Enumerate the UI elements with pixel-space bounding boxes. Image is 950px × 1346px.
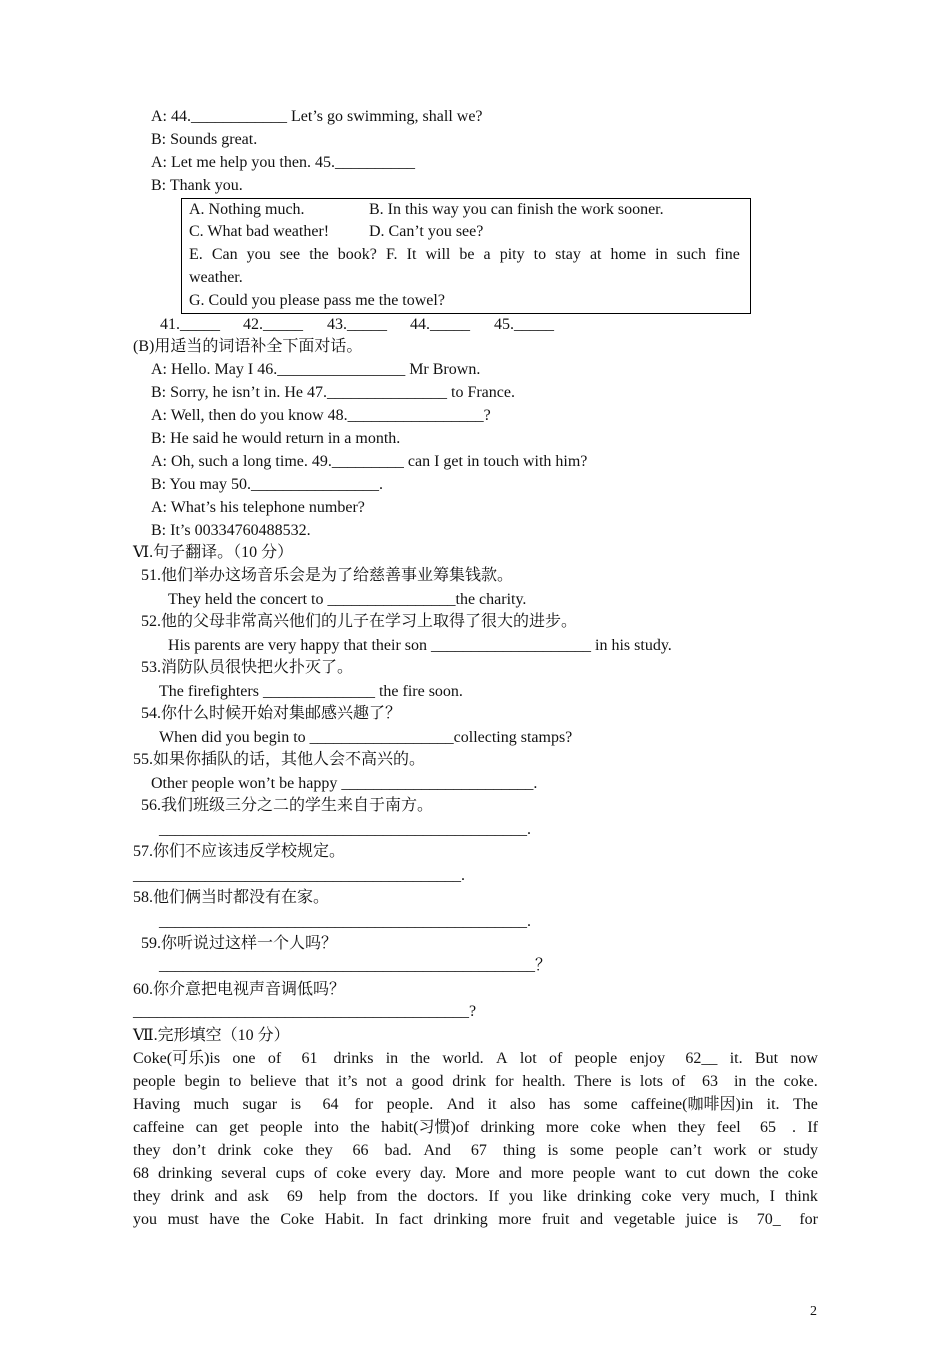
cloze-word: good (411, 1073, 444, 1090)
cloze-word: also (509, 1096, 536, 1113)
cloze-word: it. (729, 1050, 743, 1067)
cloze-word: when (631, 1119, 667, 1136)
cloze-word: coke (590, 1119, 621, 1136)
cloze-word: And (446, 1096, 475, 1113)
translation-51-cn: 51.他们举办这场音乐会是为了给慈善事业筹集钱款。 (141, 567, 514, 584)
dialog-a-line-3: A: Let me help you then. 45.__________ (151, 154, 415, 171)
translation-55-en: Other people won’t be happy ________________________. (151, 775, 538, 792)
cloze-word: sugar (242, 1096, 278, 1113)
option-word: see (279, 246, 301, 263)
cloze-word: the (755, 1073, 775, 1090)
option-word: stay (555, 246, 581, 263)
option-word: home (610, 246, 647, 263)
page-number: 2 (810, 1304, 817, 1319)
cloze-word: for (494, 1073, 514, 1090)
cloze-line (133, 1118, 818, 1138)
cloze-word: more (530, 1165, 564, 1182)
dialog-b-line-1: A: Hello. May I 46.________________ Mr Brown. (151, 361, 481, 378)
dialog-b-line-5: A: Oh, such a long time. 49._________ can I get in touch with him? (151, 453, 588, 470)
cloze-word: the (350, 1119, 370, 1136)
cloze-word: want (624, 1165, 656, 1182)
translation-56-cn: 56.我们班级三分之二的学生来自于南方。 (141, 797, 434, 814)
cloze-line (133, 1187, 818, 1207)
cloze-word: is (727, 1211, 739, 1228)
cloze-word: cut (686, 1165, 706, 1182)
cloze-word: 66 bad. (344, 1142, 412, 1159)
cloze-word: get (229, 1119, 249, 1136)
cloze-word: lots (639, 1073, 663, 1090)
cloze-word: is (620, 1073, 632, 1090)
cloze-word: drinking (577, 1188, 632, 1205)
cloze-word: down (714, 1165, 751, 1182)
cloze-word: people (572, 1165, 616, 1182)
dialog-b-line-2: B: Sorry, he isn’t in. He 47._______________ to France. (151, 384, 515, 401)
cloze-word: fruit (541, 1211, 570, 1228)
option-word: book? (337, 246, 377, 263)
cloze-word: of (313, 1165, 328, 1182)
option-g: G. Could you please pass me the towel? (189, 292, 445, 309)
section-b-title: (B)用适当的词语补全下面对话。 (133, 338, 363, 355)
cloze-word: 61 drinks (293, 1050, 374, 1067)
cloze-word: very (681, 1188, 710, 1205)
cloze-word: lot (519, 1050, 537, 1067)
cloze-word: 63 in (693, 1073, 747, 1090)
translation-52-cn: 52.他的父母非常高兴他们的儿子在学习上取得了很大的进步。 (141, 613, 578, 630)
translation-59-en: _______________________________________________？ (159, 957, 552, 974)
cloze-word: There (574, 1073, 612, 1090)
dialog-b-line-3: A: Well, then do you know 48._________________? (151, 407, 491, 424)
cloze-word: The (792, 1096, 818, 1113)
cloze-word: 68 (133, 1165, 149, 1182)
option-word: F. (385, 246, 398, 263)
cloze-word: one (232, 1050, 256, 1067)
answer-41: 41._____ (160, 316, 220, 333)
translation-51-en: They held the concert to ________________the charity. (168, 591, 527, 608)
cloze-word: day. (420, 1165, 447, 1182)
cloze-word: some (569, 1142, 604, 1159)
cloze-word: people (615, 1142, 659, 1159)
translation-57-cn: 57.你们不应该违反学校规定。 (133, 843, 346, 860)
cloze-line (133, 1095, 818, 1115)
cloze-word: drink (170, 1188, 205, 1205)
answer-43: 43._____ (327, 316, 387, 333)
cloze-word: can (195, 1119, 218, 1136)
cloze-word: can’t (670, 1142, 702, 1159)
cloze-word: some (583, 1096, 618, 1113)
cloze-word: have (209, 1211, 240, 1228)
cloze-line (133, 1210, 818, 1230)
cloze-word: juice (685, 1211, 717, 1228)
translation-58-en: ______________________________________________. (159, 913, 531, 930)
cloze-word: habit(习惯)of (381, 1119, 470, 1136)
translation-52-en: His parents are very happy that their son ____________________ in his study. (168, 637, 672, 654)
cloze-word: more (498, 1211, 532, 1228)
cloze-word: fact (398, 1211, 423, 1228)
cloze-word: coke (787, 1165, 818, 1182)
option-f-cont: weather. (189, 269, 243, 286)
cloze-word: coke (641, 1188, 672, 1205)
answer-45: 45._____ (494, 316, 554, 333)
cloze-word: coke (263, 1142, 294, 1159)
cloze-word: the (759, 1165, 779, 1182)
cloze-line (133, 1049, 818, 1069)
option-word: fine (715, 246, 740, 263)
translation-55-cn: 55.如果你插队的话，其他人会不高兴的。 (133, 751, 426, 768)
option-d: D. Can’t you see? (369, 223, 484, 240)
option-word: at (589, 246, 602, 263)
cloze-word: for (791, 1211, 818, 1228)
cloze-word: drink (452, 1073, 487, 1090)
cloze-word: now (790, 1050, 818, 1067)
option-c: C. What bad weather! (189, 223, 330, 240)
cloze-word: not (366, 1073, 387, 1090)
cloze-word: people (574, 1050, 618, 1067)
dialog-a-line-2: B: Sounds great. (151, 131, 258, 148)
option-e-f-line (189, 245, 740, 265)
cloze-word: much (193, 1096, 230, 1113)
cloze-word: And (423, 1142, 452, 1159)
cloze-word: they (677, 1119, 706, 1136)
cloze-word: a (395, 1073, 403, 1090)
cloze-word: begin (184, 1073, 221, 1090)
cloze-word: don’t (172, 1142, 206, 1159)
cloze-word: it. (766, 1096, 780, 1113)
cloze-word: health. (522, 1073, 566, 1090)
translation-53-cn: 53.消防队员很快把火扑灭了。 (141, 659, 354, 676)
cloze-word: ask (247, 1188, 269, 1205)
cloze-word: doctors. (427, 1188, 479, 1205)
cloze-word: they (133, 1188, 161, 1205)
option-a: A. Nothing much. (189, 201, 305, 218)
answer-44: 44._____ (410, 316, 470, 333)
cloze-word: it (487, 1096, 497, 1113)
cloze-word: 64 for (314, 1096, 374, 1113)
cloze-line (133, 1072, 818, 1092)
translation-59-cn: 59.你听说过这样一个人吗？ (141, 935, 338, 952)
cloze-word: from (356, 1188, 388, 1205)
cloze-word: Habit. (324, 1211, 365, 1228)
cloze-word: A (495, 1050, 508, 1067)
cloze-word: people (133, 1073, 176, 1090)
cloze-word: more (546, 1119, 579, 1136)
cloze-word: is (290, 1096, 302, 1113)
cloze-word: Coke (280, 1211, 315, 1228)
cloze-word: If (807, 1119, 818, 1136)
dialog-a-line-1: A: 44.____________ Let’s go swimming, shall we? (151, 108, 483, 125)
cloze-line (133, 1141, 818, 1161)
cloze-word: of (671, 1073, 686, 1090)
cloze-word: 70_ (748, 1211, 781, 1228)
cloze-word: and (580, 1211, 604, 1228)
translation-54-en: When did you begin to __________________collecting stamps? (159, 729, 573, 746)
cloze-word: feel (716, 1119, 741, 1136)
cloze-word: cups (275, 1165, 305, 1182)
cloze-word: that (305, 1073, 330, 1090)
cloze-word: But (754, 1050, 779, 1067)
cloze-word: every (375, 1165, 412, 1182)
dialog-b-line-7: A: What’s his telephone number? (151, 499, 365, 516)
cloze-word: the (410, 1050, 431, 1067)
cloze-word: people (260, 1119, 303, 1136)
cloze-word: think (784, 1188, 818, 1205)
cloze-word: 67 thing (462, 1142, 536, 1159)
cloze-word: 62__ (677, 1050, 718, 1067)
cloze-word: or (758, 1142, 772, 1159)
cloze-word: work (713, 1142, 747, 1159)
option-word: in (655, 246, 668, 263)
cloze-word: 69 help (278, 1188, 347, 1205)
cloze-word: world. (442, 1050, 484, 1067)
cloze-word: must (167, 1211, 199, 1228)
dialog-a-line-4: B: Thank you. (151, 177, 243, 194)
dialog-b-line-8: B: It’s 00334760488532. (151, 522, 311, 539)
option-word: the (309, 246, 329, 263)
section-7-title: Ⅶ.完形填空（10 分） (133, 1027, 290, 1044)
cloze-word: and (498, 1165, 522, 1182)
option-word: will (425, 246, 451, 263)
option-word: Can (211, 246, 238, 263)
cloze-word: to (664, 1165, 678, 1182)
cloze-line (133, 1164, 818, 1184)
translation-58-cn: 58.他们俩当时都没有在家。 (133, 889, 330, 906)
cloze-word: of (267, 1050, 282, 1067)
option-word: such (676, 246, 706, 263)
cloze-word: believe (250, 1073, 297, 1090)
cloze-word: of (549, 1050, 563, 1067)
cloze-word: like (543, 1188, 568, 1205)
cloze-word: More (455, 1165, 490, 1182)
cloze-word: you (509, 1188, 534, 1205)
translation-57-en: _________________________________________. (133, 867, 465, 884)
translation-53-en: The firefighters ______________ the fire soon. (159, 683, 463, 700)
cloze-word: drinking (433, 1211, 488, 1228)
cloze-word: they (305, 1142, 333, 1159)
translation-54-cn: 54.你什么时候开始对集邮感兴趣了？ (141, 705, 402, 722)
option-b: B. In this way you can finish the work sooner. (369, 201, 664, 218)
cloze-word: enjoy (629, 1050, 666, 1067)
cloze-word: you (133, 1211, 157, 1228)
cloze-word: study (783, 1142, 818, 1159)
cloze-word: the (250, 1211, 270, 1228)
cloze-word: Having (133, 1096, 181, 1113)
dialog-b-line-4: B: He said he would return in a month. (151, 430, 401, 447)
cloze-word: caffeine(咖啡因)in (630, 1096, 754, 1113)
cloze-word: Coke(可乐)is (133, 1050, 221, 1067)
cloze-word: much, (720, 1188, 760, 1205)
cloze-word: In (374, 1211, 389, 1228)
dialog-b-line-6: B: You may 50.________________. (151, 476, 384, 493)
cloze-word: to (228, 1073, 242, 1090)
translation-56-en: ______________________________________________. (159, 821, 531, 838)
cloze-word: If (488, 1188, 499, 1205)
cloze-word: in (385, 1050, 399, 1067)
cloze-word: I (769, 1188, 775, 1205)
translation-60-en: __________________________________________? (133, 1003, 477, 1020)
cloze-word: into (314, 1119, 339, 1136)
option-word: you (246, 246, 271, 263)
option-word: be (459, 246, 475, 263)
cloze-word: they (133, 1142, 161, 1159)
cloze-word: has (549, 1096, 571, 1113)
cloze-word: caffeine (133, 1119, 185, 1136)
cloze-word: coke. (783, 1073, 818, 1090)
cloze-word: drinking (158, 1165, 213, 1182)
cloze-word: the (397, 1188, 418, 1205)
translation-60-cn: 60.你介意把电视声音调低吗？ (133, 981, 346, 998)
option-word: E. (189, 246, 203, 263)
option-word: It (406, 246, 417, 263)
section-6-title: Ⅵ.句子翻译。（10 分） (133, 544, 294, 561)
cloze-word: and (214, 1188, 238, 1205)
cloze-word: is (547, 1142, 559, 1159)
cloze-word: people. (386, 1096, 434, 1113)
option-word: a (483, 246, 491, 263)
option-word: pity (499, 246, 525, 263)
option-word: to (533, 246, 547, 263)
cloze-word: vegetable (613, 1211, 676, 1228)
cloze-word: coke (336, 1165, 367, 1182)
answer-42: 42._____ (243, 316, 303, 333)
cloze-word: it’s (337, 1073, 358, 1090)
cloze-word: drinking (480, 1119, 535, 1136)
cloze-word: several (221, 1165, 267, 1182)
cloze-word: 65 . (752, 1119, 796, 1136)
cloze-word: drink (217, 1142, 252, 1159)
